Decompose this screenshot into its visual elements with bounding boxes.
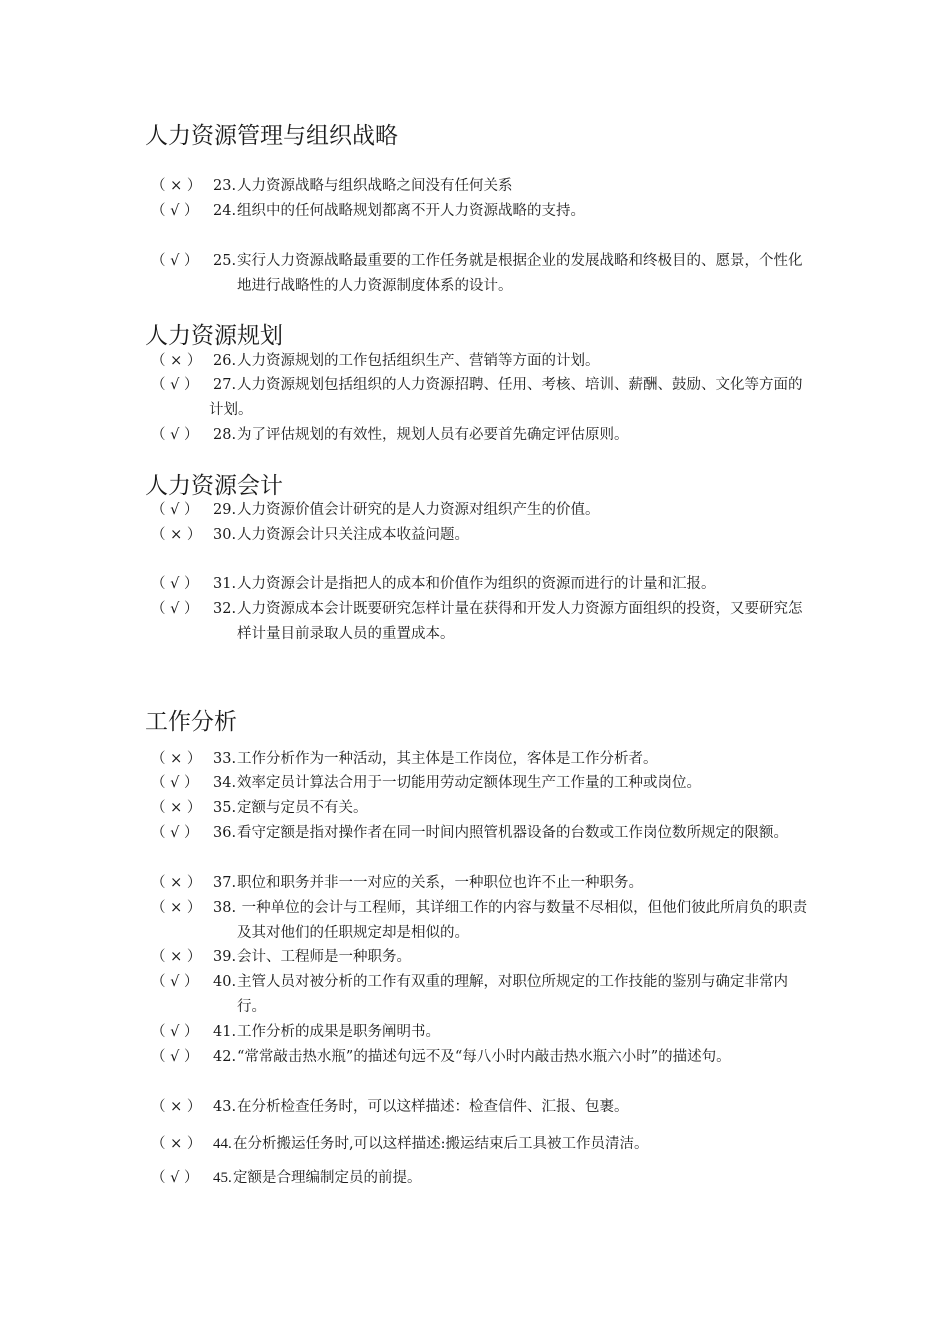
answer-mark: （ × ） xyxy=(151,353,202,369)
item-text: 为了评估规划的有效性，规划人员有必要首先确定评估原则。 xyxy=(237,427,629,443)
item-number: 37. xyxy=(213,875,237,891)
item-number: 23. xyxy=(213,178,237,194)
item-number: 38. xyxy=(213,900,237,916)
list-item xyxy=(151,572,816,597)
section-heading: 人力资源会计 xyxy=(145,473,283,499)
item-text: 看守定额是指对操作者在同一时间内照管机器设备的台数或工作岗位数所规定的限额。 xyxy=(237,825,788,841)
list-item xyxy=(151,498,816,523)
item-number: 29. xyxy=(213,502,237,518)
list-item xyxy=(151,1095,816,1120)
answer-mark: （ × ） xyxy=(151,875,202,891)
answer-mark: （ √ ） xyxy=(151,377,199,393)
list-item xyxy=(151,174,816,199)
list-item xyxy=(151,523,816,548)
item-text: 会计、工程师是一种职务。 xyxy=(237,949,411,965)
item-text: 实行人力资源战略最重要的工作任务就是根据企业的发展战略和终极目的、愿景，个性化地进行战略性的人力资源制度体系的设计。 xyxy=(237,253,803,294)
item-text: 工作分析的成果是职务阐明书。 xyxy=(237,1024,440,1040)
item-number: 36. xyxy=(213,825,237,841)
list-item xyxy=(151,796,816,821)
item-number: 25. xyxy=(213,253,237,269)
item-text: 人力资源规划的工作包括组织生产、营销等方面的计划。 xyxy=(237,353,600,369)
item-text: 定额是合理编制定员的前提。 xyxy=(233,1170,422,1186)
answer-mark: （ √ ） xyxy=(151,601,199,617)
item-number: 30. xyxy=(213,527,237,543)
answer-mark: （ √ ） xyxy=(151,253,199,269)
list-item xyxy=(151,970,816,1019)
item-text: 在分析搬运任务时,可以这样描述:搬运结束后工具被工作员清洁。 xyxy=(233,1136,649,1152)
item-text: 主管人员对被分析的工作有双重的理解，对职位所规定的工作技能的鉴别与确定非常内行。 xyxy=(237,974,788,1015)
item-text: 职位和职务并非一一对应的关系，一种职位也许不止一种职务。 xyxy=(237,875,643,891)
list-item xyxy=(151,423,816,448)
answer-mark: （ × ） xyxy=(151,751,202,767)
item-text: 人力资源规划包括组织的人力资源招聘、任用、考核、培训、薪酬、鼓励、文化等方面的计划。 xyxy=(209,377,803,418)
list-item xyxy=(151,349,816,374)
list-item xyxy=(151,821,816,846)
item-text: 效率定员计算法合用于一切能用劳动定额体现生产工作量的工种或岗位。 xyxy=(237,775,701,791)
list-item xyxy=(151,871,816,896)
item-number: 40. xyxy=(213,974,237,990)
item-text: 人力资源会计只关注成本收益问题。 xyxy=(237,527,469,543)
answer-mark: （ √ ） xyxy=(151,1024,199,1040)
item-number: 28. xyxy=(213,427,237,443)
section-heading: 人力资源规划 xyxy=(145,323,283,349)
item-text: 在分析检查任务时，可以这样描述：检查信件、汇报、包裹。 xyxy=(237,1099,629,1115)
item-number: 44. xyxy=(213,1136,232,1152)
item-number: 43. xyxy=(213,1099,237,1115)
list-item xyxy=(151,249,816,298)
list-item xyxy=(151,896,816,945)
item-number: 24. xyxy=(213,203,237,219)
item-text: 人力资源成本会计既要研究怎样计量在获得和开发人力资源方面组织的投资，又要研究怎样计量目前录取人员的重置成本。 xyxy=(237,601,803,642)
item-text: 人力资源价值会计研究的是人力资源对组织产生的价值。 xyxy=(237,502,600,518)
answer-mark: （ √ ） xyxy=(151,502,199,518)
item-text: 一种单位的会计与工程师，其详细工作的内容与数量不尽相似，但他们彼此所肩负的职责及其对他们的任职规定却是相似的。 xyxy=(237,900,808,941)
section-heading: 工作分析 xyxy=(145,709,237,735)
answer-mark: （ √ ） xyxy=(151,825,199,841)
item-number: 32. xyxy=(213,601,237,617)
answer-mark: （ × ） xyxy=(151,178,202,194)
answer-mark: （ √ ） xyxy=(151,427,199,443)
item-text: 人力资源会计是指把人的成本和价值作为组织的资源而进行的计量和汇报。 xyxy=(237,576,716,592)
item-number: 33. xyxy=(213,751,237,767)
answer-mark: （ × ） xyxy=(151,1099,202,1115)
answer-mark: （ × ） xyxy=(151,949,202,965)
list-item xyxy=(151,747,816,772)
answer-mark: （ √ ） xyxy=(151,974,199,990)
answer-mark: （ × ） xyxy=(151,900,202,916)
item-text: 组织中的任何战略规划都离不开人力资源战略的支持。 xyxy=(237,203,585,219)
list-item xyxy=(151,771,816,796)
item-number: 45. xyxy=(213,1170,232,1186)
item-number: 27. xyxy=(213,377,237,393)
item-text: 人力资源战略与组织战略之间没有任何关系 xyxy=(237,178,513,194)
answer-mark: （ × ） xyxy=(151,1136,202,1152)
answer-mark: （ √ ） xyxy=(151,775,199,791)
section-heading: 人力资源管理与组织战略 xyxy=(145,123,398,149)
list-item xyxy=(151,1020,816,1045)
item-number: 41. xyxy=(213,1024,237,1040)
item-text: “常常敲击热水瓶”的描述句远不及“每八小时内敲击热水瓶六小时”的描述句。 xyxy=(237,1049,731,1065)
list-item xyxy=(151,199,816,224)
answer-mark: （ √ ） xyxy=(151,203,199,219)
item-number: 34. xyxy=(213,775,237,791)
answer-mark: （ √ ） xyxy=(151,576,199,592)
list-item xyxy=(151,373,816,422)
list-item xyxy=(151,597,816,646)
answer-mark: （ × ） xyxy=(151,527,202,543)
item-text: 定额与定员不有关。 xyxy=(237,800,368,816)
item-number: 39. xyxy=(213,949,237,965)
item-number: 31. xyxy=(213,576,237,592)
answer-mark: （ √ ） xyxy=(151,1170,199,1186)
answer-mark: （ √ ） xyxy=(151,1049,199,1065)
item-text: 工作分析作为一种活动，其主体是工作岗位，客体是工作分析者。 xyxy=(237,751,658,767)
item-number: 42. xyxy=(213,1049,237,1065)
list-item xyxy=(151,1132,816,1157)
item-number: 26. xyxy=(213,353,237,369)
answer-mark: （ × ） xyxy=(151,800,202,816)
list-item xyxy=(151,1166,816,1191)
list-item xyxy=(151,1045,816,1070)
item-number: 35. xyxy=(213,800,237,816)
list-item xyxy=(151,945,816,970)
